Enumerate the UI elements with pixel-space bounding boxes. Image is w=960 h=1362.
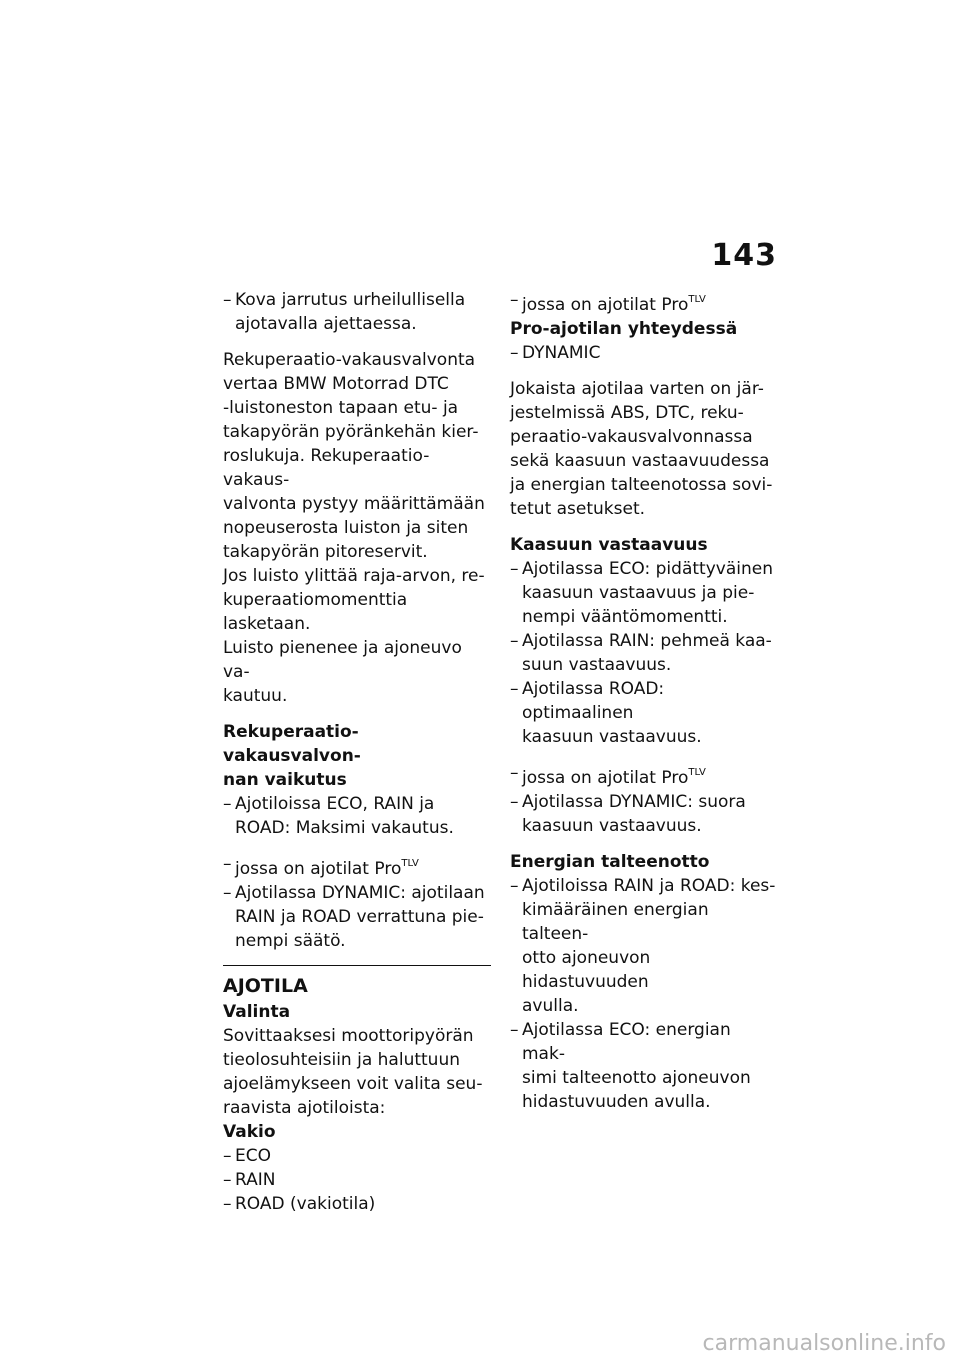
list-item: – Kova jarrutus urheilullisella ajotavalla ajettaessa. [223,288,491,336]
list-item: – RAIN [223,1168,491,1192]
list-item: – Ajotilassa ECO: pidättyväinen kaasuun vastaavuus ja pie- nempi vääntömomentti. [510,557,778,629]
subheading: Pro-ajotilan yhteydessä [510,319,738,339]
list-item: – jossa on ajotilat Pro$^{TLV}$ [510,761,778,790]
list-item: – ROAD (vakiotila) [223,1192,491,1216]
list-item: – Ajotiloissa ECO, RAIN ja ROAD: Maksimi vakautus. [223,792,491,840]
list-item: – Ajotilassa ECO: energian mak- simi talteenotto ajoneuvon hidastuvuuden avulla. [510,1018,778,1114]
page-number: 143 [711,238,777,273]
list-item: – Ajotiloissa RAIN ja ROAD: kes- kimääräinen energian talteen- otto ajoneuvon hidastuvuuden avulla. [510,874,778,1018]
subheading: Kaasuun vastaavuus [510,535,708,555]
paragraph: Jos luisto ylittää raja-arvon, re- kuperaatiomomenttia lasketaan. Luisto pienenee ja ajoneuvo va- kautuu. [223,566,485,706]
subheading: Energian talteenotto [510,852,710,872]
list-item: – Ajotilassa DYNAMIC: suora kaasuun vastaavuus. [510,790,778,838]
subheading: Valinta [223,1002,291,1022]
list-item: – Ajotilassa ROAD: optimaalinen kaasuun vastaavuus. [510,677,778,749]
subheading: Rekuperaatio-vakausvalvon- nan vaikutus [223,722,361,790]
section-title: AJOTILA [223,975,308,997]
section-divider [223,965,491,966]
list-item: – DYNAMIC [510,341,778,365]
right-column [510,288,778,1114]
paragraph: Rekuperaatio-vakausvalvonta vertaa BMW Motorrad DTC -luistoneston tapaan etu- ja takapyörän pyöränkehän kier- roslukuja. Rekuperaatio-vakaus- valvonta pystyy määrittämään nopeuserosta luiston ja siten takapyörän pitoreservit. [223,350,485,562]
watermark: carmanualsonline.info [702,1331,946,1356]
list-item: – jossa on ajotilat Pro$^{TLV}$ [223,852,491,881]
list-item: – ECO [223,1144,491,1168]
list-item: – Ajotilassa DYNAMIC: ajotilaan RAIN ja ROAD verrattuna pie- nempi säätö. [223,881,491,953]
subheading: Vakio [223,1122,276,1142]
list-item: – Ajotilassa RAIN: pehmeä kaa- suun vastaavuus. [510,629,778,677]
left-column [223,288,491,1216]
list-item: – jossa on ajotilat Pro$^{TLV}$ [510,288,778,317]
paragraph: Jokaista ajotilaa varten on jär- jestelmissä ABS, DTC, reku- peraatio-vakausvalvonnassa sekä kaasuun vastaavuudessa ja energian talteenotossa sovi- tetut asetukset. [510,379,773,519]
paragraph: Sovittaaksesi moottoripyörän tieolosuhteisiin ja haluttuun ajoelämykseen voit valita seu- raavista ajotiloista: [223,1026,483,1118]
